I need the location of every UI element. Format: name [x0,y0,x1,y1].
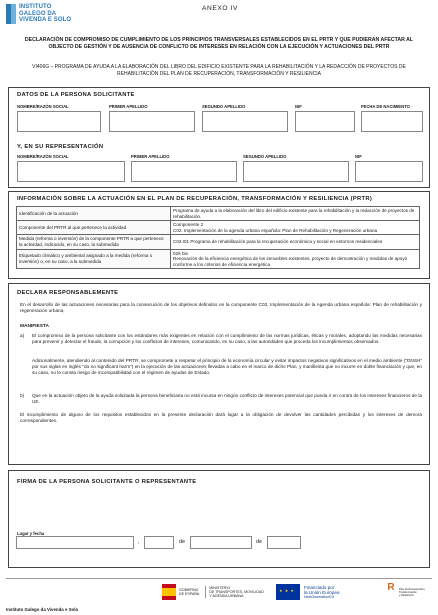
representacion-surname2-label: SEGUNDO APELLIDO [243,154,287,159]
actuacion-row-label: Etiquetado climático y ambiental asignado a la medida (reforma o inversión) o, en su caso, a la submedida [17,249,171,269]
declara-title: DECLARA RESPONSABLEMENTE [17,290,119,296]
item-b-text: Que en la actuación objeto de la ayuda solicitada la persona beneficiaria no está incursa en ningún conflicto de intereses potencial que pueda ir en contra de los intereses financieros de la UE. [32,393,422,404]
ministry-line-3: Y AGENDA URBANA [209,594,244,599]
solicitante-surname1-label: PRIMER APELLIDO [109,104,148,109]
annex-label: ANEXO IV [202,5,238,12]
place-date-label: Lugar y fecha [17,531,45,536]
solicitante-name-label: NOMBRE/RAZÓN SOCIAL [17,104,69,109]
document-subtitle: VI406G – PROGRAMA DE AYUDA A LA ELABORACIÓN DEL LIBRO DEL EDIFICIO EXISTENTE PARA LA REHABILITACIÓN Y LA REDACCIÓN DE PROYECTOS DE REHABILITACIÓN DEL PLAN DE RECUPERACIÓN, TRANSFORMACIÓN Y RESILIENCIA [32,64,406,77]
solicitante-nif-label: NIF [295,104,302,109]
prtr-line-2: Transformación [399,590,417,594]
representacion-surname2-field[interactable] [243,161,349,182]
table-row [17,235,420,249]
footer-institute: Instituto Galego da Vivenda e Solo [6,607,79,612]
eu-line-3: NextGenerationEU [304,595,335,600]
solicitante-title: DATOS DE LA PERSONA SOLICITANTE [17,92,135,98]
eu-flag-icon [276,584,300,600]
year-field[interactable] [267,536,301,549]
place-field[interactable] [16,536,134,549]
item-a-marker: a) [20,333,25,338]
table-row [17,207,420,221]
declara-intro: En el desarrollo de las actuaciones necesarias para la consecución de los objetivos definidos en la componente C02. Implementación de la Agenda urbana española: Plan de rehabilitación y regeneración urbana, [20,302,422,313]
actuacion-row-label: Identificación de la actuación [17,207,171,221]
representacion-surname1-field[interactable] [131,161,237,182]
igvs-logo-icon [6,4,16,24]
firma-section [8,470,430,568]
actuacion-row-value: 025 bis Renovación de la eficiencia energética de los inmuebles existentes, proyecto de demostración y medidas de apoyo conforme a los criterios de eficiencia energética [171,249,420,269]
actuacion-row-value: C02.I01 Programa de rehabilitación para la recuperación económica y social en entornos residenciales [171,235,420,249]
item-b-marker: b) [20,393,25,398]
declara-closing: El incumplimiento de alguno de los requisitos establecidos en la presente declaración dará lugar a la obligación de devolver las cantidades percibidas y los intereses de demora correspondientes. [20,412,422,423]
item-a-text: El compromiso de la persona solicitante con los estándares más exigentes en relación con el cumplimiento de las normas jurídicas, éticas y morales, adoptando las medidas necesarias para prevenir y detectar el fraude, la corrupción y los conflictos de intereses, comunicando, en su caso, a las autoridades que proceda los incumplimientos observados. [32,333,422,344]
prtr-logo [384,580,425,604]
month-field[interactable] [190,536,252,549]
spain-coat-of-arms-icon [162,584,176,600]
igvs-logo [6,4,71,24]
ministry-line-1: MINISTERIO [209,585,231,590]
gobierno-logo [162,580,264,604]
month-year-separator: de [256,539,263,545]
actuacion-row-label: Componente del PRTR al que pertenece la actividad [17,221,171,235]
item-a-additional-text: Adicionalmente, atendiendo al contenido del PRTR, se compromete a respetar el principio de la economía circular y evitar impactos negativos significativos en el medio ambiente ("DNSH" por sus siglas en inglés "do no significant harm") en la ejecución de las actuaciones llevadas a cabo en el marco de dicho Plan, y manifiesta que no incurre en doble financiación y que, en su caso, no le consta riesgo de incompatibilidad con el régimen de ayudas de Estado. [32,358,422,375]
table-row [17,221,420,235]
logo-line-3: VIVENDA E SOLO [19,17,72,24]
representacion-title: Y, EN SU REPRESENTACIÓN [17,144,104,150]
actuacion-row-value: Programa de ayuda a la elaboración del libro del edificio existente para la rehabilitación y la redacción de proyectos de rehabilitación. [171,207,420,221]
actuacion-table [16,206,420,269]
day-field[interactable] [144,536,174,549]
eu-line-1: Financiado por [304,584,335,590]
document-header [6,4,432,28]
day-month-separator: de [179,539,186,545]
solicitante-surname2-label: SEGUNDO APELLIDO [202,104,246,109]
representacion-name-field[interactable] [17,161,125,182]
logo-line-1: INSTITUTO [19,4,52,10]
manifiesta-heading: MANIFIESTA [20,324,49,329]
actuacion-row-label: Medida (reforma o inversión) de la componente PRTR a que pertenece la actividad, indicando, en su caso, la submedida [17,235,171,249]
representacion-surname1-label: PRIMER APELLIDO [131,154,170,159]
footer-divider [6,578,432,579]
eu-line-2: la Unión Europea [304,589,340,595]
representacion-nif-label: NIF [355,154,362,159]
solicitante-nif-field[interactable] [295,111,355,132]
solicitante-surname1-field[interactable] [109,111,195,132]
gobierno-line-2: DE ESPAÑA [179,592,200,596]
solicitante-birthdate-label: FECHA DE NACIMIENTO [361,104,410,109]
actuacion-row-value: Componente 2 C02. Implementación de la agenda urbana española: Plan de Rehabilitación y Regeneración urbana [171,221,420,235]
document-title: DECLARACIÓN DE COMPROMISO DE CUMPLIMIENTO DE LOS PRINCIPIOS TRANSVERSALES ESTABLECIDOS EN EL PRTR Y QUE PUDIERAN AFECTAR AL OBJECTO DE GESTIÓN Y DE AUSENCIA DE CONFLICTO DE INTERESES EN RELACIÓN CON LA EJECUCIÓN Y ACTUACIONES DEL PRTR [24,37,414,50]
prtr-line-3: y Resiliencia [399,593,414,597]
eu-funding-logo [276,580,340,604]
prtr-line-1: Plan de Recuperación, [399,587,426,591]
place-date-row [16,536,336,550]
solicitante-name-field[interactable] [17,111,101,132]
logo-line-2: GALEGO DA [19,10,57,17]
firma-title: FIRMA DE LA PERSONA SOLICITANTE O REPRESENTANTE [17,479,197,485]
table-row [17,249,420,269]
ministry-line-2: DE TRANSPORTES, MOVILIDAD [209,589,264,594]
solicitante-birthdate-field[interactable] [361,111,423,132]
actuacion-title: INFORMACIÓN SOBRE LA ACTUACIÓN EN EL PLAN DE RECUPERACIÓN, TRANSFORMACIÓN Y RESILIENCIA (PRTR) [17,196,373,202]
solicitante-surname2-field[interactable] [202,111,288,132]
representacion-section [8,140,430,188]
place-comma: , [138,539,140,545]
gobierno-line-1: GOBIERNO [179,587,199,592]
representacion-nif-field[interactable] [355,161,423,182]
prtr-icon: R [387,582,395,593]
representacion-name-label: NOMBRE/RAZÓN SOCIAL [17,154,69,159]
